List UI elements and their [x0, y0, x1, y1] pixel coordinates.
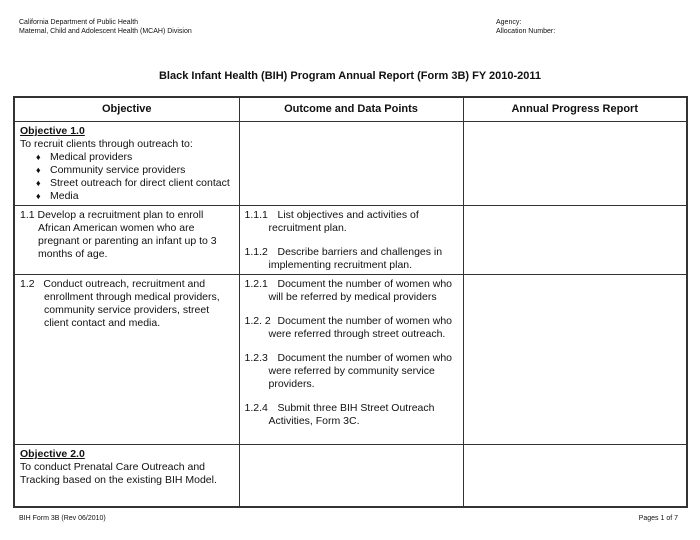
table-row [14, 206, 687, 275]
objective-cell [14, 122, 239, 206]
table-row [14, 275, 687, 445]
progress-report-cell[interactable] [463, 275, 687, 445]
report-table [13, 96, 688, 508]
objective-item: 1.2 Conduct outreach, recruitment and enrollment through medical providers, community service providers, street client contact and media. [20, 278, 220, 329]
objective-text: To conduct Prenatal Care Outreach and Tracking based on the existing BIH Model. [20, 461, 217, 486]
objective-cell [14, 445, 239, 507]
header-fields [496, 18, 555, 36]
objective-item: 1.1 Develop a recruitment plan to enroll African American women who are pregnant or parenting an infant up to 3 months of age. [20, 209, 217, 260]
agency-label: Agency: [496, 19, 522, 26]
data-point: 1.2. 2 Document the number of women who were referred through street outreach. [244, 315, 453, 340]
diamond-bullet-icon: ♦ [36, 178, 41, 188]
data-point: 1.2.1 Document the number of women who will be referred by medical providers [244, 278, 453, 303]
data-point: 1.1.2 Describe barriers and challenges in implementing recruitment plan. [244, 246, 443, 271]
list-item: ♦ Medical providers [36, 151, 133, 163]
list-item: ♦ Media [36, 190, 79, 202]
list-item: ♦ Community service providers [36, 164, 186, 176]
page-title: Black Infant Health (BIH) Program Annual Report (Form 3B) FY 2010-2011 [158, 70, 542, 82]
allocation-number-label: Allocation Number: [496, 28, 556, 35]
header-department: California Department of Public Health [19, 19, 139, 26]
data-point: 1.2.4 Submit three BIH Street Outreach Activities, Form 3C. [244, 402, 435, 427]
list-item: ♦ Street outreach for direct client contact [36, 177, 230, 189]
outcome-cell[interactable] [239, 122, 463, 206]
column-header-objective: Objective [14, 97, 239, 122]
table-row [14, 445, 687, 507]
page-number: Pages 1 of 7 [638, 515, 678, 522]
table-header-row [14, 97, 687, 122]
column-header-outcome: Outcome and Data Points [239, 97, 463, 122]
diamond-bullet-icon: ♦ [36, 165, 41, 175]
diamond-bullet-icon: ♦ [36, 152, 41, 162]
progress-report-cell[interactable] [463, 445, 687, 507]
table-row [14, 122, 687, 206]
form-revision: BIH Form 3B (Rev 06/2010) [19, 515, 106, 522]
data-point: 1.1.1 List objectives and activities of recruitment plan. [244, 209, 419, 234]
objective-title: Objective 1.0 [20, 125, 85, 137]
outcome-cell [239, 206, 463, 275]
objective-title: Objective 2.0 [20, 448, 85, 460]
progress-report-cell[interactable] [463, 206, 687, 275]
progress-report-cell[interactable] [463, 122, 687, 206]
objective-intro: To recruit clients through outreach to: [20, 138, 193, 150]
objective-cell [14, 275, 239, 445]
column-header-progress: Annual Progress Report [463, 97, 687, 122]
objective-cell [14, 206, 239, 275]
outcome-cell [239, 275, 463, 445]
header-division: Maternal, Child and Adolescent Health (MCAH) Division [19, 28, 192, 35]
data-point: 1.2.3 Document the number of women who were referred by community service providers. [244, 352, 453, 390]
objective-bullet-list [20, 151, 234, 203]
header-agency-info [19, 18, 192, 36]
outcome-cell[interactable] [239, 445, 463, 507]
diamond-bullet-icon: ♦ [36, 191, 41, 201]
